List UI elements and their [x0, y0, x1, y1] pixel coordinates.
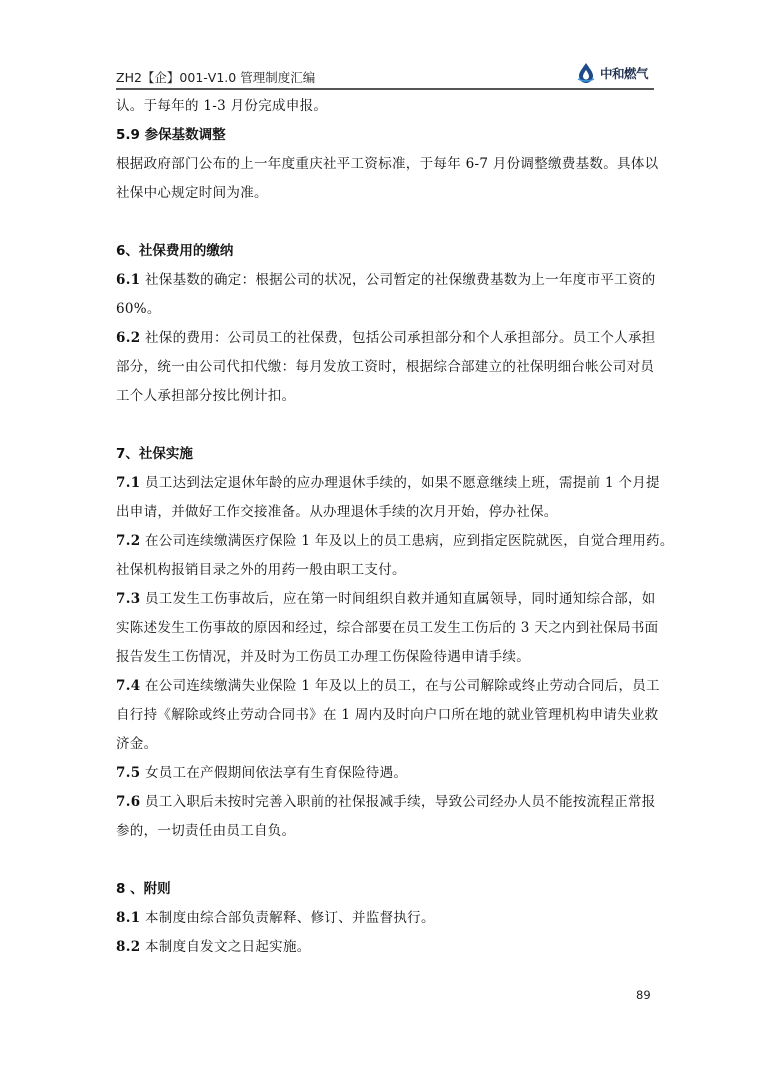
- section-heading-5-9: 5.9 参保基数调整: [116, 127, 226, 143]
- section-heading-8: 8 、附则: [116, 881, 171, 897]
- clause-text: 女员工在产假期间依法享有生育保险待遇。: [140, 765, 408, 781]
- paragraph-line: 报告发生工伤情况，并及时为工伤员工办理工伤保险待遇申请手续。: [116, 649, 530, 665]
- clause-8-2: [116, 933, 652, 962]
- clause-8-1: [116, 904, 652, 933]
- paragraph-line: 自行持《解除或终止劳动合同书》在 1 周内及时向户口所在地的就业管理机构申请失业救: [116, 707, 659, 723]
- clause-text: 员工达到法定退休年龄的应办理退休手续的，如果不愿意继续上班，需提前 1 个月提: [140, 475, 660, 491]
- paragraph-line: 出申请，并做好工作交接准备。从办理退休手续的次月开始，停办社保。: [116, 504, 558, 520]
- clause-6-2: [116, 324, 656, 353]
- page-header: [116, 58, 654, 90]
- clause-number: 7.4: [116, 678, 141, 694]
- clause-text: 在公司连续缴满失业保险 1 年及以上的员工，在与公司解除或终止劳动合同后，员工: [140, 678, 660, 694]
- paragraph-line: 60%。: [116, 301, 161, 317]
- clause-text: 社保的费用：公司员工的社保费，包括公司承担部分和个人承担部分。员工个人承担: [140, 330, 656, 346]
- paragraph-line: 部分，统一由公司代扣代缴：每月发放工资时，根据综合部建立的社保明细台帐公司对员: [116, 359, 655, 375]
- clause-text: 员工入职后未按时完善入职前的社保报减手续，导致公司经办人员不能按流程正常报: [140, 794, 656, 810]
- clause-7-6: [116, 788, 656, 817]
- section-heading-7: 7、社保实施: [116, 446, 193, 462]
- paragraph-line: 根据政府部门公布的上一年度重庆社平工资标准，于每年 6-7 月份调整缴费基数。具体以: [116, 156, 659, 172]
- paragraph-line: 实陈述发生工伤事故的原因和经过，综合部要在员工发生工伤后的 3 天之内到社保局书面: [116, 620, 659, 636]
- clause-number: 6.2: [116, 330, 141, 346]
- clause-7-2: [116, 527, 674, 556]
- header-divider: [116, 88, 654, 90]
- clause-number: 6.1: [116, 272, 141, 288]
- paragraph-line: 参的，一切责任由员工自负。: [116, 823, 296, 839]
- clause-7-5: [116, 759, 652, 788]
- clause-number: 7.2: [116, 533, 141, 549]
- clause-number: 7.1: [116, 475, 141, 491]
- clause-number: 7.5: [116, 765, 141, 781]
- company-logo: [575, 62, 648, 84]
- clause-7-1: [116, 469, 660, 498]
- section-heading-6: 6、社保费用的缴纳: [116, 243, 234, 259]
- clause-6-1: [116, 266, 656, 295]
- page-number: 89: [636, 988, 651, 1002]
- clause-text: 本制度由综合部负责解释、修订、并监督执行。: [140, 910, 435, 926]
- document-body: [116, 92, 674, 962]
- paragraph-line: 认。于每年的 1-3 月份完成申报。: [116, 98, 328, 114]
- clause-number: 8.1: [116, 910, 141, 926]
- clause-number: 7.3: [116, 591, 141, 607]
- paragraph-line: 工个人承担部分按比例计扣。: [116, 388, 296, 404]
- clause-7-3: [116, 585, 656, 614]
- clause-text: 员工发生工伤事故后，应在第一时间组织自救并通知直属领导，同时通知综合部，如: [140, 591, 656, 607]
- clause-text: 社保基数的确定：根据公司的状况，公司暂定的社保缴费基数为上一年度市平工资的: [140, 272, 656, 288]
- clause-7-4: [116, 672, 660, 701]
- paragraph-line: 社保中心规定时间为准。: [116, 185, 268, 201]
- paragraph-line: 济金。: [116, 736, 158, 752]
- paragraph-line: 社保机构报销目录之外的用药一般由职工支付。: [116, 562, 406, 578]
- flame-drop-icon: [575, 62, 597, 84]
- logo-text: 中和燃气: [599, 66, 648, 81]
- document-title: ZH2【企】001-V1.0 管理制度汇编: [116, 70, 316, 85]
- clause-number: 7.6: [116, 794, 141, 810]
- clause-text: 本制度自发文之日起实施。: [140, 939, 311, 955]
- clause-number: 8.2: [116, 939, 141, 955]
- clause-text: 在公司连续缴满医疗保险 1 年及以上的员工患病，应到指定医院就医，自觉合理用药。: [140, 533, 674, 549]
